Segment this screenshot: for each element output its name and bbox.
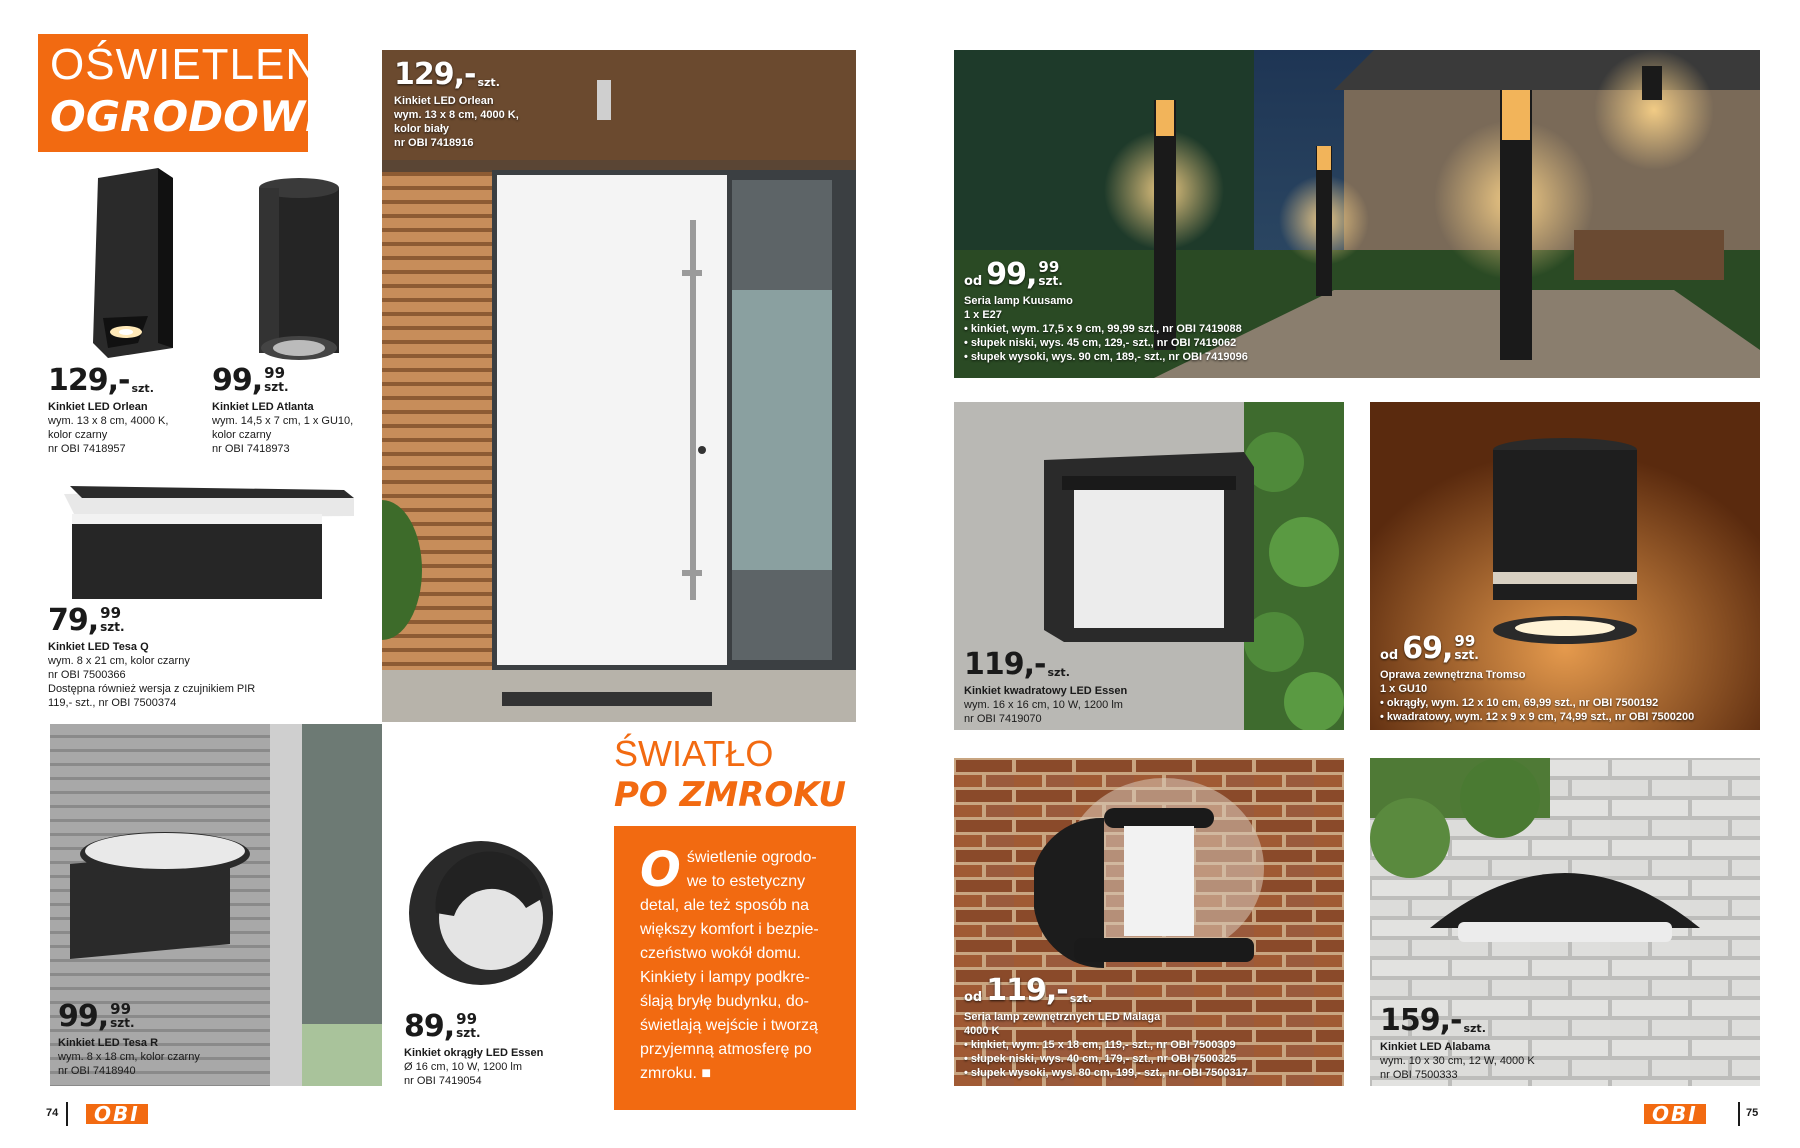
price-cents: 99 [100,604,122,622]
product-name: Kinkiet LED Orlean [394,95,494,107]
price-unit: szt. [1463,1022,1486,1035]
product-desc-3: nr OBI 7418957 [48,443,126,455]
price: 99, [58,999,109,1034]
title-line1: OŚWIETLENIE [50,40,362,89]
product-desc-3: nr OBI 7418973 [212,443,290,455]
product-name: Seria lamp zewnętrznych LED Malaga [964,1011,1161,1023]
product-alabama [1380,1003,1640,1082]
product-desc-3: • słupek niski, wys. 45 cm, 129,- szt., nr OBI 7419062 [964,337,1237,349]
product-kuusamo [964,257,1364,364]
product-name: Kinkiet kwadratowy LED Essen [964,685,1128,697]
price-cents: 99 [264,364,286,382]
product-desc-1: wym. 13 x 8 cm, 4000 K, [48,415,169,427]
price-unit: szt. [1038,274,1063,288]
product-desc-1: wym. 8 x 21 cm, kolor czarny [48,655,190,667]
product-desc-2: kolor biały [394,123,450,135]
price: 89, [404,1009,455,1044]
product-name: Oprawa zewnętrzna Tromso [1380,669,1526,681]
price: 99, [986,257,1037,292]
title-line2: OGRODOWE [50,92,334,141]
product-desc-1: wym. 13 x 8 cm, 4000 K, [394,109,519,121]
product-desc-2: nr OBI 7418940 [58,1065,136,1077]
section-heading-2 [614,734,874,816]
heading2-line1: ŚWIATŁO [614,733,774,774]
photo-malaga [954,758,1344,1086]
product-image-essen-round [406,838,556,993]
price: 69, [1402,631,1453,666]
product-desc-1: wym. 8 x 18 cm, kolor czarny [58,1051,200,1063]
product-name: Kinkiet LED Tesa R [58,1037,159,1049]
product-image-tesa-q [64,484,354,604]
price-cents: 99 [1454,632,1476,650]
product-desc-2: nr OBI 7500366 [48,669,126,681]
photo-essen-square [954,402,1344,730]
obi-logo-left: OBI [86,1104,148,1124]
price-unit: szt. [456,1026,481,1040]
price-unit: szt. [110,1016,135,1030]
product-desc-4: 119,- szt., nr OBI 7500374 [48,697,177,709]
product-desc-1: 1 x GU10 [1380,683,1428,695]
product-desc-3: nr OBI 7418916 [394,137,474,149]
product-desc-2: kolor czarny [212,429,272,441]
product-desc-1: wym. 14,5 x 7 cm, 1 x GU10, [212,415,354,427]
price-cents: 99 [1038,258,1060,276]
intro-text: świetlenie ogrodo-we to estetyczny detal, ale też sposób na większy komfort i bezpie-czeństwo wokół domu. Kinkiety i lampy podkre-ślają bryłę budynku, do-świetlają wejście i tworzą przyjemną atmosferę po zmroku. ■ [640,849,819,1082]
price-unit: szt. [477,76,500,89]
price: 129,- [394,57,476,92]
product-desc-4: • słupek wysoki, wys. 90 cm, 189,- szt., nr OBI 7419096 [964,351,1248,363]
product-name: Seria lamp Kuusamo [964,295,1073,307]
product-name: Kinkiet LED Tesa Q [48,641,149,653]
product-tesa-r [58,999,278,1078]
page-number-right: 75 [1746,1107,1759,1119]
price-prefix: od [964,274,983,289]
price-unit: szt. [1069,992,1093,1005]
product-tromso [1380,631,1760,724]
product-desc-2: • okrągły, wym. 12 x 10 cm, 69,99 szt., nr OBI 7500192 [1380,697,1659,709]
price: 119,- [964,647,1046,682]
intro-text-box [614,826,856,1110]
price: 129,- [48,363,130,398]
product-name: Kinkiet LED Alabama [1380,1041,1491,1053]
product-desc-1: wym. 16 x 16 cm, 10 W, 1200 lm [964,699,1123,711]
product-desc-3: Dostępna również wersja z czujnikiem PIR [48,683,256,695]
product-desc-3: • słupek niski, wys. 40 cm, 179,- szt., nr OBI 7500325 [964,1053,1237,1065]
heading2-line2: PO ZMROKU [614,775,846,815]
price-unit: szt. [1047,666,1070,679]
price-cents: 99 [456,1010,478,1028]
price-cents: 99 [110,1000,132,1018]
price: 99, [212,363,263,398]
product-desc-2: nr OBI 7419054 [404,1075,482,1087]
product-image-orlean-black [78,168,178,358]
price-prefix: od [964,990,983,1005]
product-desc-3: • kwadratowy, wym. 12 x 9 x 9 cm, 74,99 szt., nr OBI 7500200 [1380,711,1695,723]
photo-alabama [1370,758,1760,1086]
product-name: Kinkiet LED Atlanta [212,401,314,413]
page-divider-right [1738,1102,1740,1126]
product-essen-round [404,1009,604,1088]
price: 119,- [986,973,1068,1008]
product-tesa-q [48,603,308,710]
page-number-left: 74 [46,1107,59,1119]
page-divider-left [66,1102,68,1126]
price-prefix: od [1380,648,1399,663]
product-image-atlanta [254,176,344,366]
product-desc-2: nr OBI 7419070 [964,713,1042,725]
product-orlean-white [394,57,554,150]
photo-tesa-r [50,724,382,1086]
photo-kuusamo-garden [954,50,1760,378]
photo-tromso [1370,402,1760,730]
product-desc-4: • słupek wysoki, wys. 80 cm, 199,- szt., nr OBI 7500317 [964,1067,1248,1079]
product-name: Kinkiet LED Orlean [48,401,148,413]
price: 79, [48,603,99,638]
product-desc-2: nr OBI 7500333 [1380,1069,1458,1081]
price-unit: szt. [100,620,125,634]
photo-door-orlean [382,50,856,722]
product-malaga [964,973,1344,1080]
product-orlean-black [48,363,208,456]
price-unit: szt. [131,382,154,395]
product-desc-1: Ø 16 cm, 10 W, 1200 lm [404,1061,522,1073]
section-title [38,34,362,152]
product-essen-square [964,647,1224,726]
product-desc-2: kolor czarny [48,429,108,441]
dropcap: O [640,842,681,898]
price-unit: szt. [264,380,289,394]
product-desc-1: 1 x E27 [964,309,1002,321]
product-name: Kinkiet okrągły LED Essen [404,1047,544,1059]
product-atlanta [212,363,372,456]
product-desc-2: • kinkiet, wym. 17,5 x 9 cm, 99,99 szt., nr OBI 7419088 [964,323,1242,335]
obi-logo-right: OBI [1644,1104,1706,1124]
price-unit: szt. [1454,648,1479,662]
product-desc-2: • kinkiet, wym. 15 x 18 cm, 119,- szt., nr OBI 7500309 [964,1039,1236,1051]
price: 159,- [1380,1003,1462,1038]
product-desc-1: wym. 10 x 30 cm, 12 W, 4000 K [1380,1055,1535,1067]
product-desc-1: 4000 K [964,1025,1000,1037]
